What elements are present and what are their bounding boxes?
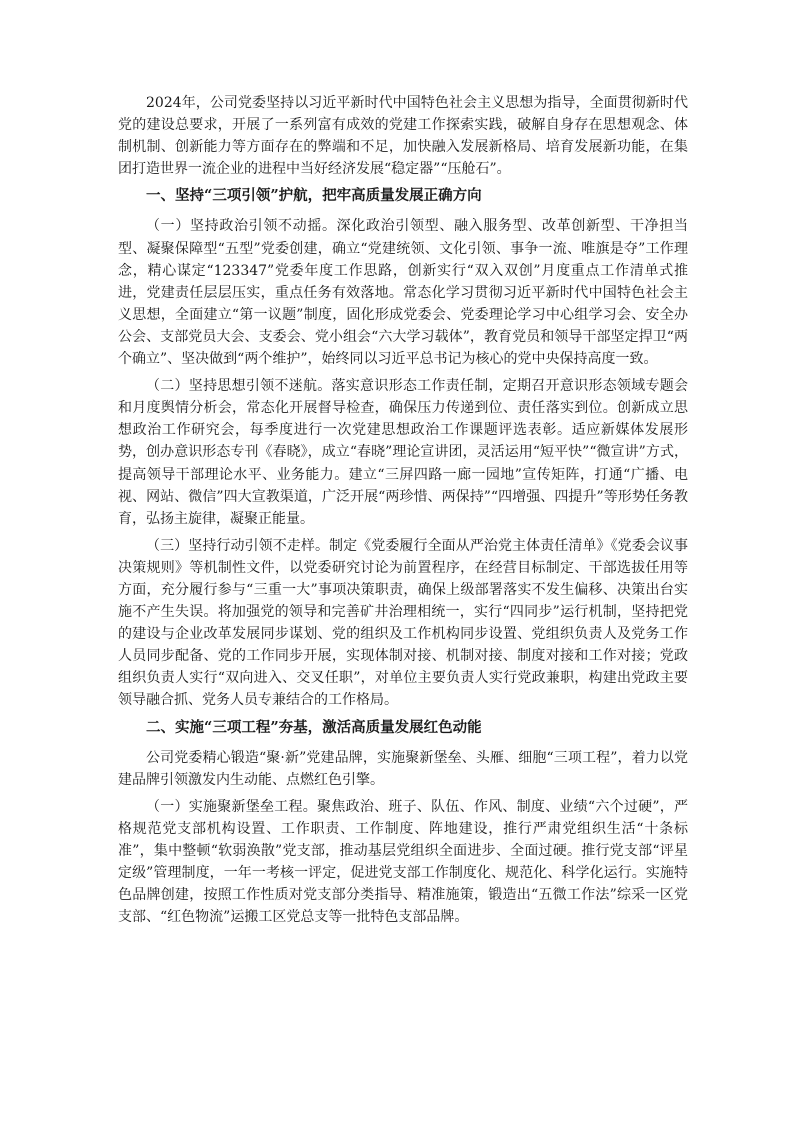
section-2-paragraph-1: 公司党委精心锻造“聚·新”党建品牌，实施聚新堡垒、头雁、细胞“三项工程”，着力以党建品牌引领激发内生动能、点燃红色引擎。 xyxy=(118,749,688,788)
section-1-heading: 一、坚持“三项引领”护航，把牢高质量发展正确方向 xyxy=(146,187,482,205)
section-1-paragraph-3: （三）坚持行动引领不走样。制定《党委履行全面从严治党主体责任清单》《党委会议事决策规则》等机制性文件，以党委研究讨论为前置程序，在经营目标制定、干部选拔任用等方面，充分履行参与“三重一大”事项决策职责，确保上级部署落实不发生偏移、决策出台实施不产生失误。将加强党的领导和完善矿井治理相统一，实行“四同步”运行机制，坚持把党的建设与企业改革发展同步谋划、党的组织及工作机构同步设置、党组织负责人及党务工作人员同步配备、党的工作同步开展，实现体制对接、机制对接、制度对接和工作对接；党政组织负责人实行“双向进入、交叉任职”，对单位主要负责人实行党政兼职，构建出党政主要领导融合抓、党务人员专兼结合的工作格局。 xyxy=(118,537,688,709)
section-2-paragraph-2: （一）实施聚新堡垒工程。聚焦政治、班子、队伍、作风、制度、业绩“六个过硬”，严格规范党支部机构设置、工作职责、工作制度、阵地建设，推行严肃党组织生活“十条标准”，集中整顿“软弱涣散”党支部，推动基层党组织全面进步、全面过硬。推行党支部“评星定级”管理制度，一年一考核一评定，促进党支部工作制度化、规范化、科学化运行。实施特色品牌创建，按照工作性质对党支部分类指导、精准施策，锻造出“五微工作法”综采一区党支部、“红色物流”运搬工区党总支等一批特色支部品牌。 xyxy=(118,798,688,926)
document-body xyxy=(118,92,688,933)
section-2-heading: 二、实施“三项工程”夯基，激活高质量发展红色动能 xyxy=(146,718,482,736)
section-1-paragraph-2: （二）坚持思想引领不迷航。落实意识形态工作责任制，定期召开意识形态领域专题会和月度舆情分析会，常态化开展督导检查，确保压力传递到位、责任落实到位。创新成立思想政治工作研究会，每季度进行一次党建思想政治工作课题评选表彰。适应新媒体发展形势，创办意识形态专刊《春晓》，成立“春晓”理论宣讲团，灵活运用“短平快”“微宣讲”方式，提高领导干部理论水平、业务能力。建立“三屏四路一廊一园地”宣传矩阵，打通“广播、电视、网站、微信”四大宣教渠道，广泛开展“两珍惜、两保持”“四增强、四提升”等形势任务教育，弘扬主旋律，凝聚正能量。 xyxy=(118,378,688,527)
section-1-paragraph-1: （一）坚持政治引领不动摇。深化政治引领型、融入服务型、改革创新型、干净担当型、凝聚保障型“五型”党委创建，确立“党建统领、文化引领、事争一流、唯旗是夺”工作理念，精心谋定“123347”党委年度工作思路，创新实行“双入双创”月度重点工作清单式推进，党建责任层层压实，重点任务有效落地。常态化学习贯彻习近平新时代中国特色社会主义思想，全面建立“第一议题”制度，固化形成党委会、党委理论学习中心组学习会、安全办公会、支部党员大会、支委会、党小组会“六大学习载体”，教育党员和领导干部坚定捍卫“两个确立”、坚决做到“两个维护”，始终同以习近平总书记为核心的党中央保持高度一致。 xyxy=(118,218,688,368)
intro-paragraph: 2024年，公司党委坚持以习近平新时代中国特色社会主义思想为指导，全面贯彻新时代党的建设总要求，开展了一系列富有成效的党建工作探索实践，破解自身存在思想观念、体制机制、创新能力等方面存在的弊端和不足，加快融入发展新格局、培育发展新功能，在集团打造世界一流企业的进程中当好经济发展“稳定器”“压舱石”。 xyxy=(118,95,688,178)
